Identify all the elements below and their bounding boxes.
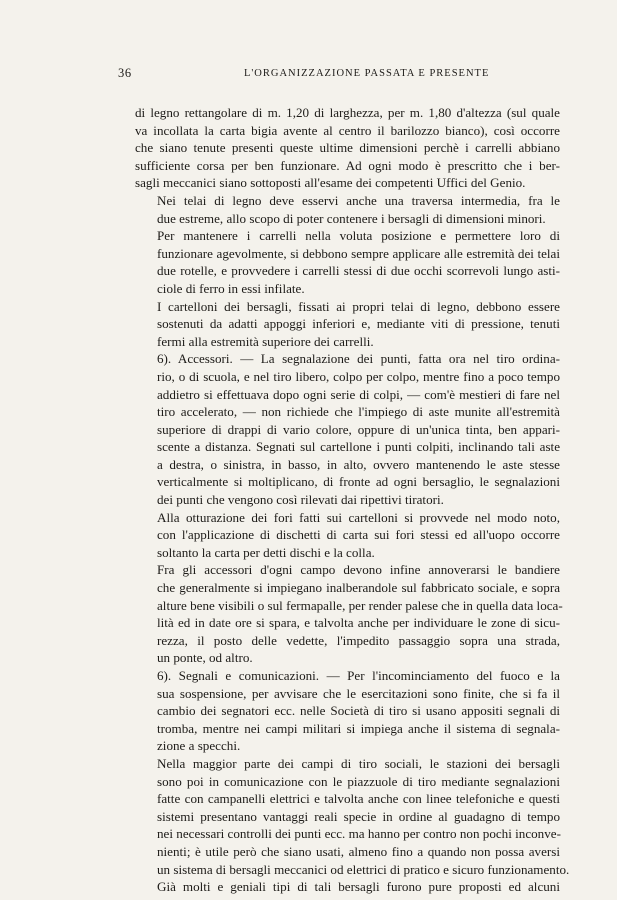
text-line: Fra gli accessori d'ogni campo devono infine annoverarsi le bandiere: [157, 562, 560, 578]
text-line: addietro si effettuava dopo ogni serie di colpi, — com'è mestieri di fare nel: [157, 386, 560, 402]
text-line: sagli meccanici siano sottoposti all'esame dei competenti Uffici del Genio.: [135, 175, 526, 191]
text-line: che siano tenute presenti queste ultime dimensioni perchè i carrelli abbiano: [135, 140, 560, 156]
text-line: tromba, mentre nei campi militari si impiega anche il sistema di segnala-: [157, 720, 560, 736]
text-line: nienti; è utile però che siano usati, almeno fino a quando non possa aversi: [157, 843, 560, 859]
text-line: due estreme, allo scopo di poter contenere i bersagli di dimensioni minori.: [157, 210, 546, 226]
text-line: due rotelle, e provvedere i carrelli stessi di due occhi scorrevoli lungo asti-: [157, 263, 560, 279]
page-number: 36: [118, 66, 132, 80]
text-line: verticalmente si moltiplicano, di fronte ad ogni bersaglio, le segnalazioni: [157, 474, 560, 490]
text-line: va incollata la carta bigia avente al centro il barilozzo bianco), così occorre: [135, 122, 560, 138]
text-line: che generalmente si impiegano inalberandole sul fabbricato sociale, e sopra: [157, 580, 560, 596]
text-line: sistemi presentano vantaggi reali specie in ordine al guadagno di tempo: [157, 808, 560, 824]
paragraph: [135, 755, 570, 878]
text-line: Nella maggior parte dei campi di tiro sociali, le stazioni dei bersagli: [157, 755, 560, 771]
text-line: lità ed in date ore si spara, e talvolta anche per individuare le zone di sicu-: [157, 615, 560, 631]
paragraph: [135, 104, 560, 192]
text-line: Nei telai di legno deve esservi anche una traversa intermedia, fra le: [157, 192, 560, 208]
paragraph: [135, 509, 560, 562]
text-line: dei punti che vengono così rilevati dai ripettivi tiratori.: [157, 492, 444, 508]
text-line: sufficiente corsa per ben funzionare. Ad ogni modo è prescritto che i ber-: [135, 157, 560, 173]
text-line: un sistema di bersagli meccanici od elettrici di pratico e sicuro funzionamento.: [157, 861, 570, 877]
text-line: I cartelloni dei bersagli, fissati ai propri telai di legno, debbono essere: [157, 298, 560, 314]
text-line: sono poi in comunicazione con le piazzuole di tiro mediante segnalazioni: [157, 773, 560, 789]
text-line: Già molti e geniali tipi di tali bersagli furono pure proposti ed alcuni: [157, 879, 560, 895]
running-title: L'ORGANIZZAZIONE PASSATA E PRESENTE: [244, 68, 490, 79]
running-header: [118, 66, 560, 84]
text-line: 6). Accessori. — La segnalazione dei punti, fatta ora nel tiro ordina-: [157, 351, 560, 367]
text-line: rio, o di scuola, e nel tiro libero, colpo per colpo, mentre fino a poco tempo: [157, 368, 560, 384]
text-line: fermi alla estremità superiore dei carrelli.: [157, 333, 374, 349]
text-line: cambio dei segnatori ecc. nelle Società di tiro si usano appositi segnali di: [157, 703, 560, 719]
text-line: di legno rettangolare di m. 1,20 di larghezza, per m. 1,80 d'altezza (sul quale: [135, 105, 560, 120]
text-line: 6). Segnali e comunicazioni. — Per l'incominciamento del fuoco e la: [157, 668, 560, 683]
paragraph: [135, 350, 560, 508]
text-line: un ponte, od altro.: [157, 650, 253, 666]
text-line: superiore di drappi di vario colore, oppure di un'unica tinta, ben appari-: [157, 421, 560, 437]
text-line: rezza, il posto delle vedette, l'impedito passaggio sopra una strada,: [157, 632, 560, 648]
body-text: [135, 104, 570, 896]
text-line: a destra, o sinistra, in basso, in alto, ovvero mantenendo le aste stesse: [157, 456, 560, 472]
text-line: funzionare agevolmente, si debbono sempre applicare alle estremità dei telai: [157, 245, 560, 261]
paragraph: [135, 561, 563, 667]
text-line: soltanto la carta per detti dischi e la colla.: [157, 544, 375, 560]
text-line: nei necessari controlli dei punti ecc. ma hanno per contro non pochi inconve-: [157, 826, 561, 842]
text-line: fatte con campanelli elettrici e talvolta anche con linee telefoniche e questi: [157, 791, 560, 807]
text-line: scente a distanza. Segnati sul cartellone i punti colpiti, inclinando tali aste: [157, 439, 560, 455]
paragraph: [135, 878, 560, 896]
text-line: Per mantenere i carrelli nella voluta posizione e permettere loro di: [157, 228, 560, 244]
text-line: ciole di ferro in essi infilate.: [157, 280, 305, 296]
text-line: con l'applicazione di dischetti di carta sui fori stessi ed all'uopo occorre: [157, 527, 560, 543]
paragraph: [135, 667, 560, 755]
paragraph: [135, 298, 560, 351]
text-line: sua sospensione, per avvisare che le esercitazioni sono finite, che si fa il: [157, 685, 560, 701]
paragraph: [135, 192, 560, 227]
text-line: zione a specchi.: [157, 738, 241, 754]
paragraph: [135, 227, 560, 297]
text-line: Alla otturazione dei fori fatti sui cartelloni si provvede nel modo noto,: [157, 509, 560, 525]
text-line: alture bene visibili o sul fermapalle, per render palese che in quella data loca-: [157, 597, 563, 613]
text-line: sostenuti da adatti appoggi inferiori e, mediante viti di pressione, tenuti: [157, 316, 560, 332]
text-line: tiro accelerato, — non richiede che l'impiego di aste munite all'estremità: [157, 404, 560, 420]
